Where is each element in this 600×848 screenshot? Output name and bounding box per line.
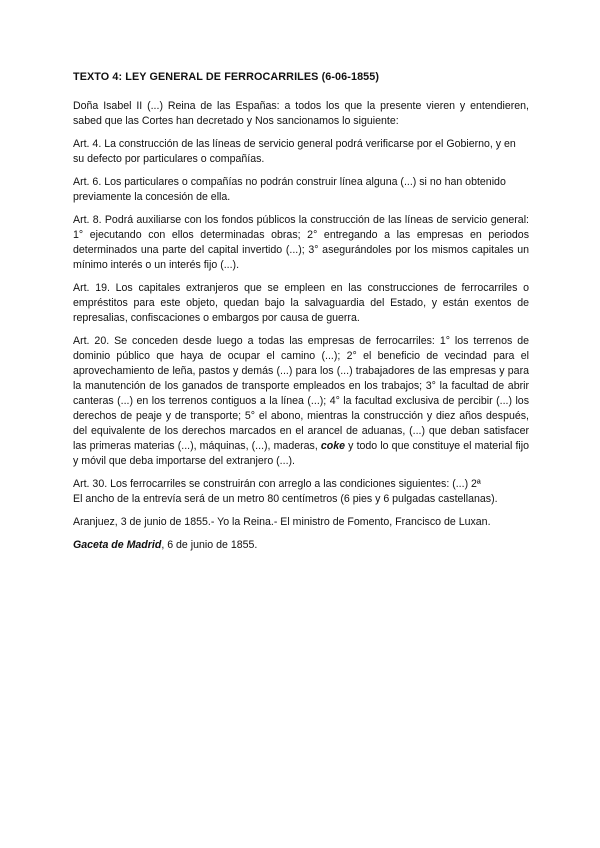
article-30-line-1: Art. 30. Los ferrocarriles se construirán con arreglo a las condiciones siguientes: (...) 2ª [73,478,481,490]
article-30-paragraph [73,477,529,507]
article-8-paragraph: Art. 8. Podrá auxiliarse con los fondos públicos la construcción de las líneas de servicio general: 1° ejecutando con ellos determinadas obras; 2° entregando a las empresas en periodos determinados una parte del capital invertido (...); 3° asegurándoles por los mismos capitales un mínimo interés o un interés fijo (...). [73,214,529,271]
source-title: Gaceta de Madrid [73,539,162,551]
article-4-paragraph: Art. 4. La construcción de las líneas de servicio general podrá verificarse por el Gobierno, y en su defecto por particulares o compañías. [73,138,516,165]
article-20-paragraph [73,334,529,469]
article-20-text-before: Art. 20. Se conceden desde luego a todas las empresas de ferrocarriles: 1° los terrenos de dominio público que haya de ocupar el camino (...); 2° el beneficio de vecindad para el aprovechamiento de leña, pastos y demás (...) para los (...) trabajadores de las empresas y para la manutención de los ganados de transporte empleados en los trabajos; 3° la facultad de abrir canteras (...) en los terrenos contiguos a la línea (...); 4° la facultad exclusiva de percibir (...) los derechos de peaje y de transporte; 5° el abono, mientras la construcción y diez años después, del equivalente de los derechos marcados en el arancel de aduanas, (...) que deban satisfacer las primeras materias (...), máquinas, (...), maderas, [73,335,529,452]
article-30-line-2: El ancho de la entrevía será de un metro 80 centímetros (6 pies y 6 pulgadas castellanas). [73,493,498,505]
source-date: , 6 de junio de 1855. [161,539,258,551]
article-20-emphasis: coke [320,440,346,452]
signature-line: Aranjuez, 3 de junio de 1855.- Yo la Reina.- El ministro de Fomento, Francisco de Luxan. [73,516,491,528]
article-19-paragraph: Art. 19. Los capitales extranjeros que se empleen en las construcciones de ferrocarriles o empréstitos para este objeto, quedan bajo la salvaguardia del Estado, y están exentos de represalias, confiscaciones o embargos por causa de guerra. [73,282,529,324]
document-title: TEXTO 4: LEY GENERAL DE FERROCARRILES (6-06-1855) [73,71,380,83]
source-citation [73,538,529,553]
intro-paragraph: Doña Isabel II (...) Reina de las Españas: a todos los que la presente vieren y entendieren, sabed que las Cortes han decretado y Nos sancionamos lo siguiente: [73,100,529,127]
article-6-paragraph: Art. 6. Los particulares o compañías no podrán construir línea alguna (...) si no han obtenido previamente la concesión de ella. [73,176,506,203]
article-20-text-after: y todo lo que constituye el material fijo y móvil que deba importarse del extranjero (...). [73,440,529,467]
